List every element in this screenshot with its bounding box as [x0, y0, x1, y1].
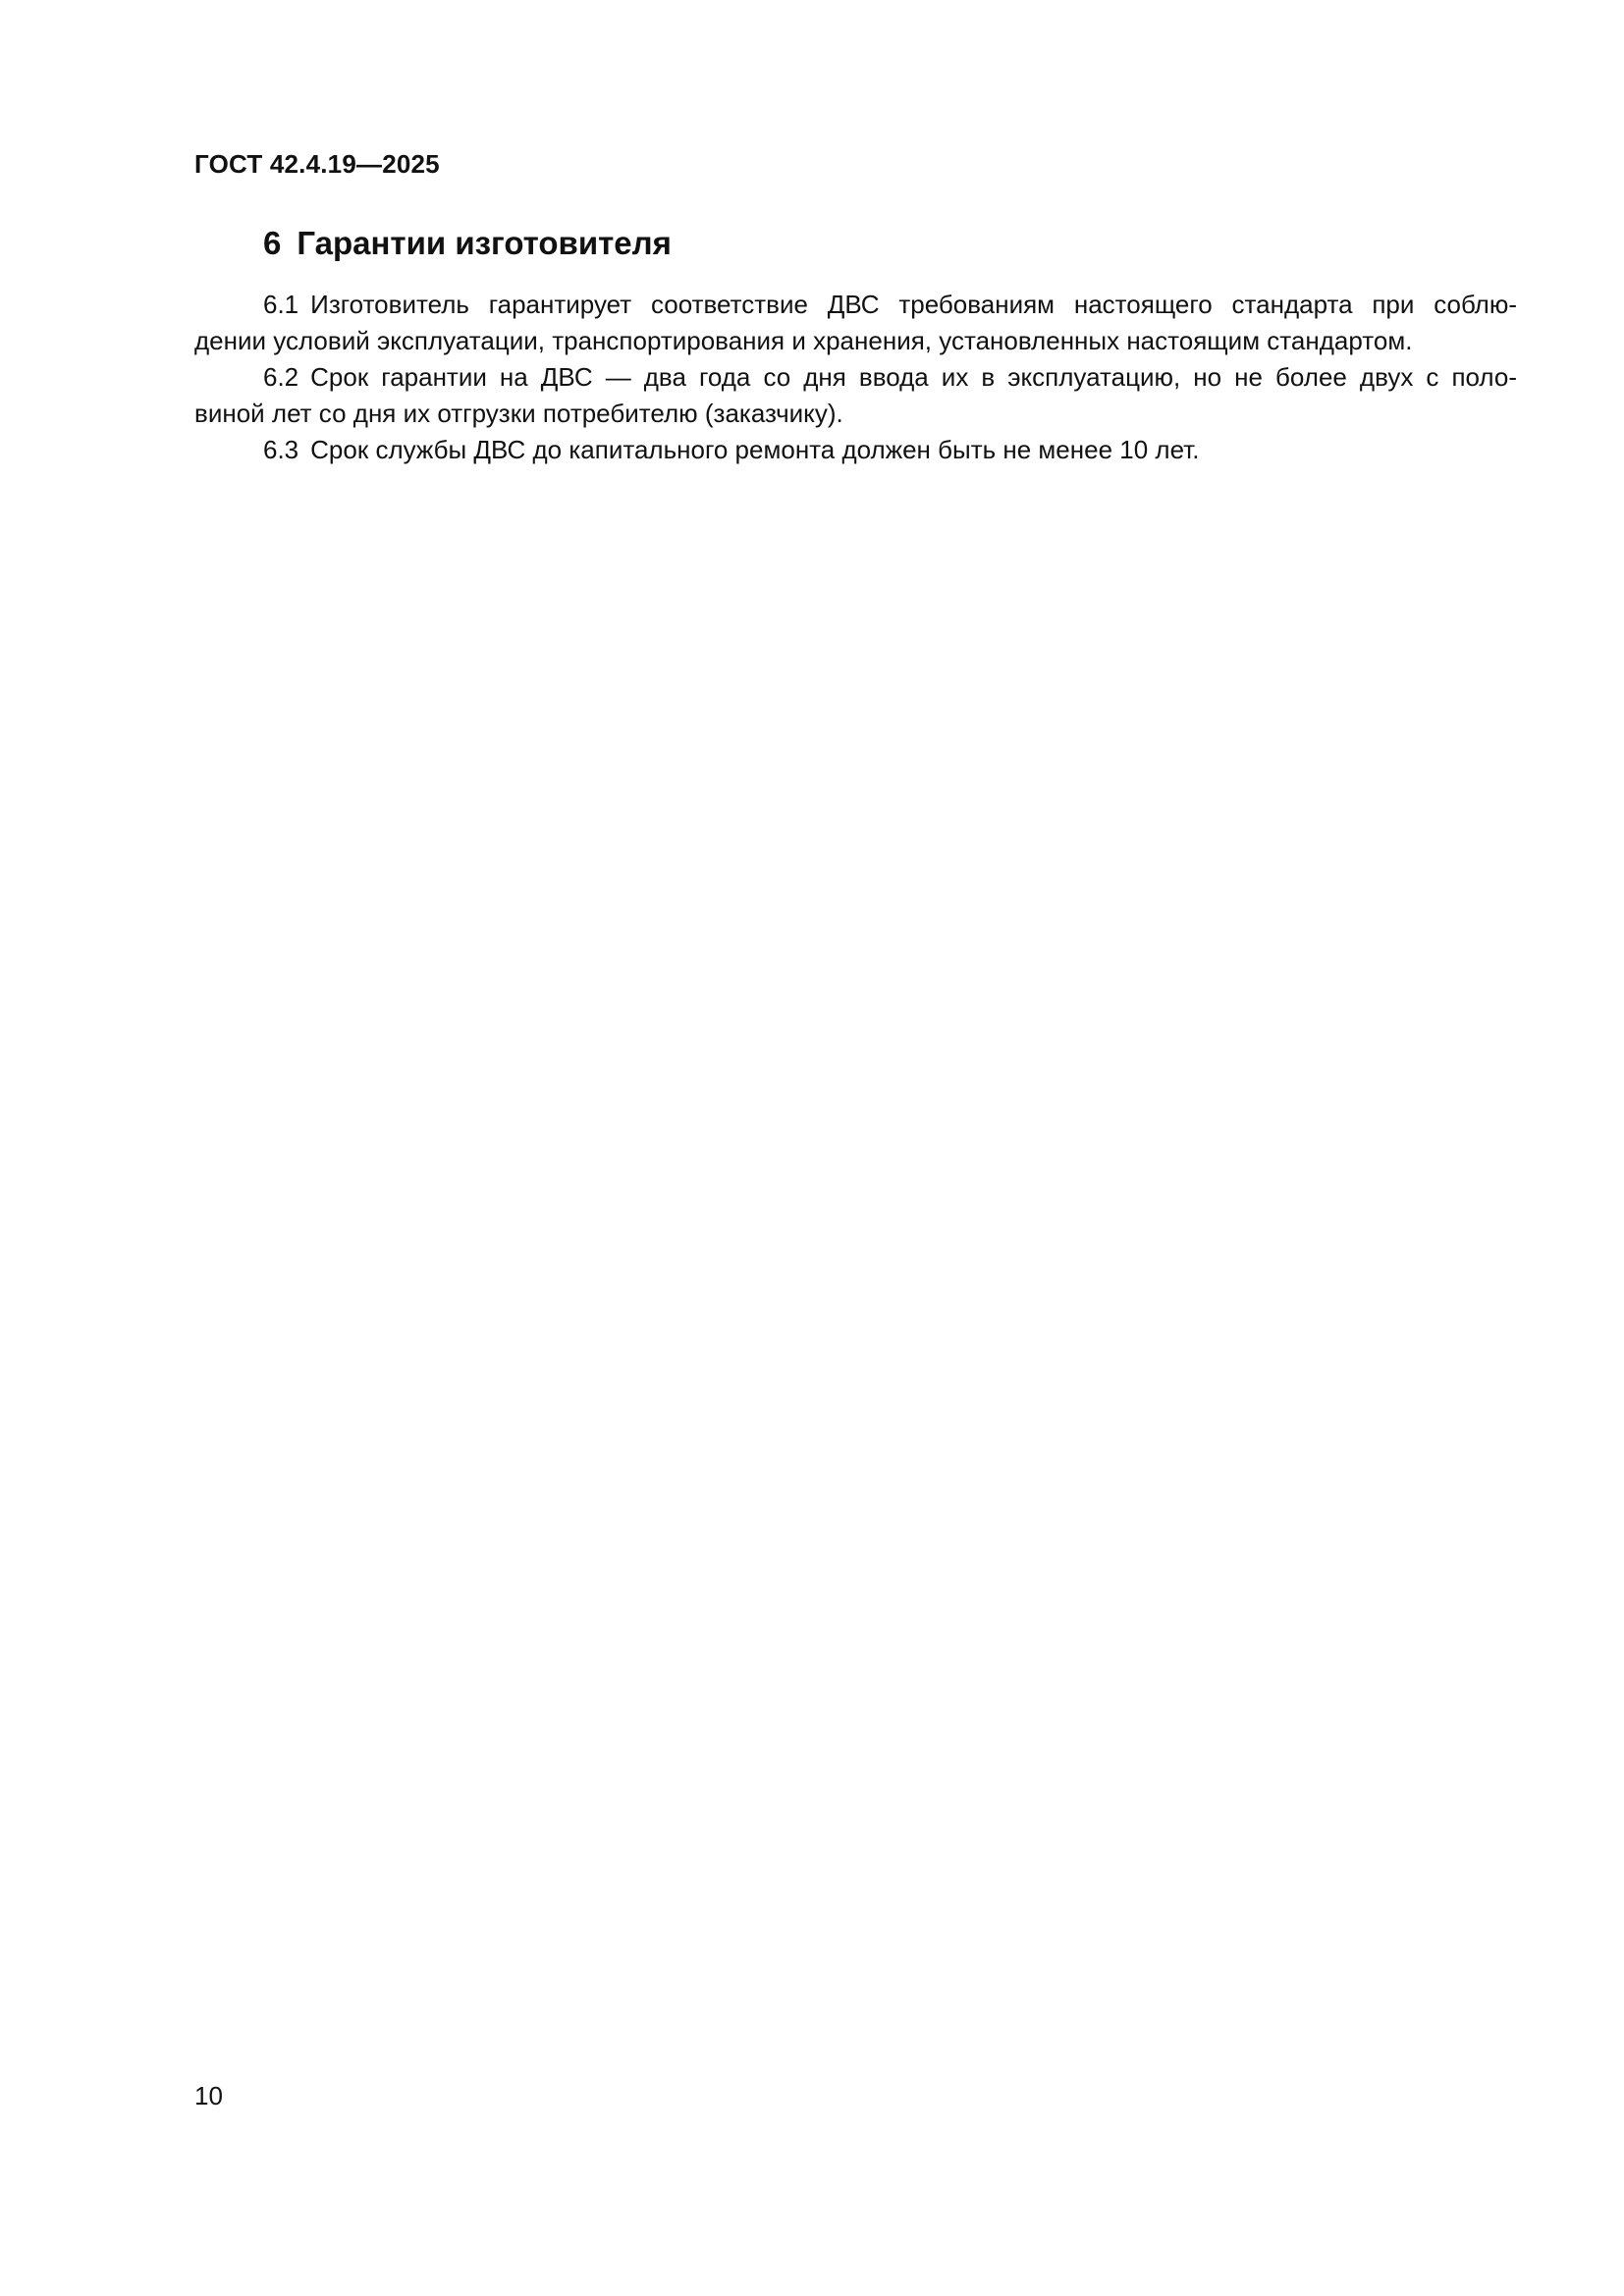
clause-text: Срок службы ДВС до капитального ремонта должен быть не менее 10 лет.: [310, 435, 1200, 464]
clause-6-3: [194, 432, 1517, 468]
clause-line: виной лет со дня их отгрузки потребителю (заказчику).: [194, 399, 843, 428]
clause-6-1: [194, 287, 1517, 359]
clause-text: Изготовитель гарантирует соответствие ДВС требованиям настоящего стандарта при соблю-: [310, 290, 1517, 319]
clause-number: 6.1: [263, 290, 299, 319]
clause-text: Срок гарантии на ДВС — два года со дня ввода их в эксплуатацию, но не более двух с поло-: [310, 362, 1517, 392]
section-title: Гарантии изготовителя: [297, 225, 672, 261]
page-number: 10: [194, 2081, 223, 2110]
section-heading: [263, 225, 672, 262]
clause-number: 6.3: [263, 435, 299, 464]
clause-number: 6.2: [263, 362, 299, 392]
section-number: 6: [263, 225, 282, 261]
section-body: [194, 287, 1517, 468]
document-code: ГОСТ 42.4.19—2025: [194, 149, 440, 179]
clause-line: [194, 287, 1517, 323]
clause-line: [194, 432, 1517, 468]
clause-line: [194, 359, 1517, 396]
clause-6-2: [194, 359, 1517, 432]
clause-line: дении условий эксплуатации, транспортирования и хранения, установленных настоящим стандартом.: [194, 326, 1413, 355]
